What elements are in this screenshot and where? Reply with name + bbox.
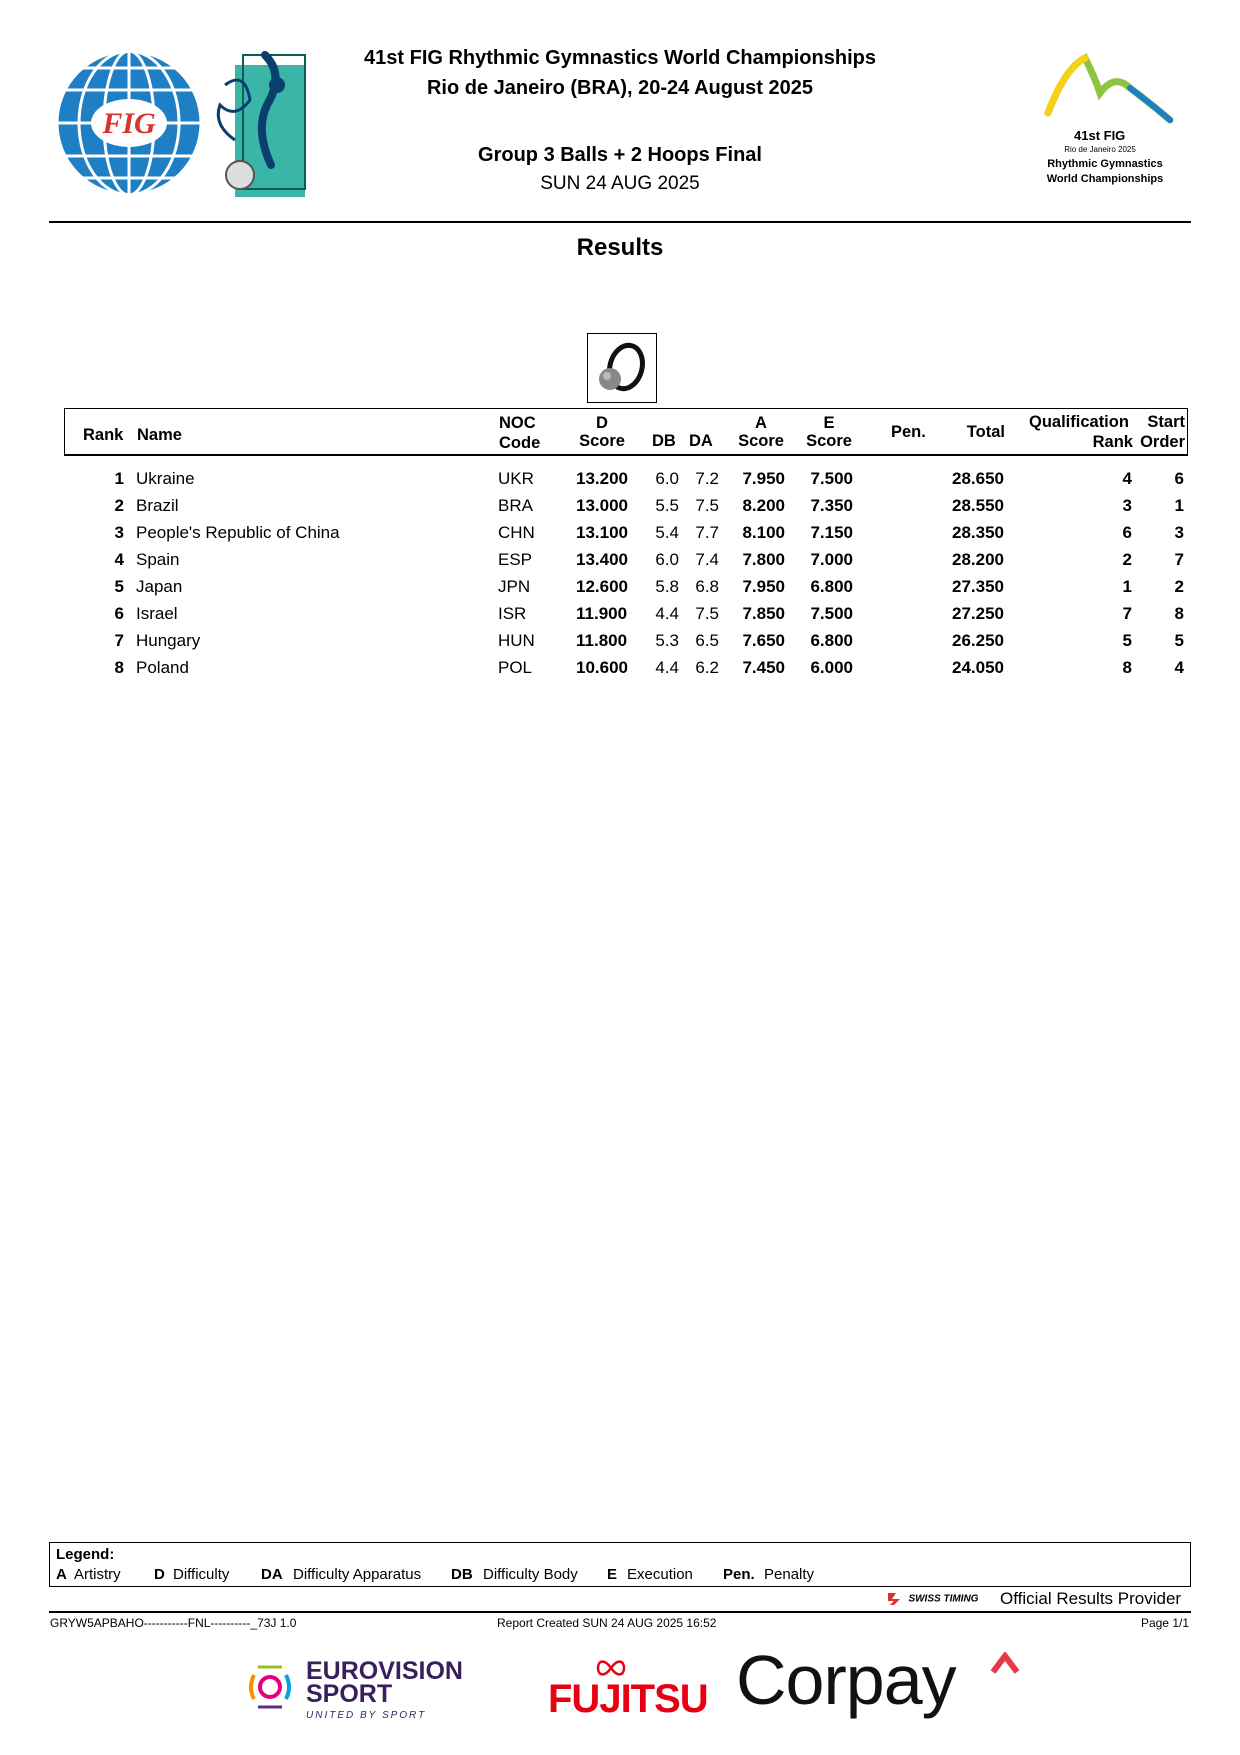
col-e-2: Score [806, 432, 852, 450]
cell-e: 6.000 [810, 658, 853, 677]
cell-da: 6.8 [695, 577, 719, 596]
table-row [64, 465, 1188, 492]
cell-qual: 8 [1122, 658, 1132, 677]
cell-rank: 4 [114, 550, 124, 569]
table-row [64, 600, 1188, 627]
legend-text-d: Difficulty [173, 1566, 230, 1583]
cell-total: 28.550 [952, 496, 1004, 515]
cell-db: 6.0 [655, 550, 679, 569]
cell-da: 7.7 [695, 523, 719, 542]
cell-rank: 7 [114, 631, 124, 650]
cell-db: 6.0 [655, 469, 679, 488]
event-title-line1: 41st FIG Rhythmic Gymnastics World Championships [364, 47, 876, 69]
sponsor-corpay [736, 1640, 1036, 1730]
table-row [64, 627, 1188, 654]
eurovision-line1: EUROVISION [306, 1657, 463, 1685]
section-title: Results [576, 234, 664, 261]
championship-logo-city: Rio de Janeiro 2025 [1064, 145, 1136, 154]
cell-e: 7.350 [810, 496, 853, 515]
legend-abbr-d: D [154, 1566, 165, 1583]
cell-name: Brazil [136, 496, 179, 515]
championship-logo [1040, 48, 1180, 193]
legend-text-pen: Penalty [764, 1566, 815, 1583]
col-name: Name [137, 426, 182, 444]
cell-total: 28.350 [952, 523, 1004, 542]
report-created: Report Created SUN 24 AUG 2025 16:52 [497, 1616, 717, 1630]
cell-d: 13.000 [576, 496, 628, 515]
header-divider [49, 221, 1191, 223]
sponsor-eurovision-sport [240, 1655, 480, 1725]
gymnast-logo [205, 45, 315, 200]
results-provider: Official Results Provider [1000, 1589, 1182, 1608]
results-table-header [64, 408, 1188, 456]
cell-name: People's Republic of China [136, 523, 340, 542]
svg-text:FIG: FIG [102, 107, 156, 140]
col-noc-1: NOC [499, 414, 536, 432]
table-row [64, 573, 1188, 600]
competition-date: SUN 24 AUG 2025 [540, 173, 700, 194]
cell-a: 7.850 [742, 604, 785, 623]
cell-total: 24.050 [952, 658, 1004, 677]
cell-total: 27.250 [952, 604, 1004, 623]
legend-box [49, 1542, 1191, 1587]
cell-qual: 5 [1122, 631, 1132, 650]
cell-da: 7.2 [695, 469, 719, 488]
document-code: GRYW5APBAHO-----------FNL----------_73J 1.0 [50, 1616, 297, 1630]
col-qual-2: Rank [1092, 433, 1133, 451]
cell-rank: 8 [114, 658, 124, 677]
cell-start: 1 [1174, 496, 1184, 515]
competition-name: Group 3 Balls + 2 Hoops Final [478, 144, 762, 166]
cell-start: 8 [1174, 604, 1184, 623]
cell-da: 7.4 [695, 550, 719, 569]
cell-da: 7.5 [695, 604, 719, 623]
cell-d: 13.100 [576, 523, 628, 542]
cell-db: 4.4 [655, 604, 679, 623]
cell-name: Hungary [136, 631, 201, 650]
cell-rank: 5 [114, 577, 124, 596]
cell-start: 2 [1174, 577, 1184, 596]
cell-da: 6.5 [695, 631, 719, 650]
cell-noc: POL [498, 658, 533, 677]
legend-text-e: Execution [627, 1566, 693, 1583]
cell-e: 7.500 [810, 469, 853, 488]
legend-text-da: Difficulty Apparatus [293, 1566, 422, 1583]
cell-db: 5.8 [655, 577, 679, 596]
cell-d: 13.400 [576, 550, 628, 569]
eurovision-line2: SPORT [306, 1680, 393, 1708]
cell-qual: 2 [1122, 550, 1132, 569]
cell-d: 10.600 [576, 658, 628, 677]
table-row [64, 492, 1188, 519]
cell-qual: 7 [1122, 604, 1132, 623]
cell-noc: CHN [498, 523, 535, 542]
legend-text-db: Difficulty Body [483, 1566, 578, 1583]
corpay-wordmark: Corpay [736, 1641, 956, 1719]
col-total: Total [966, 423, 1005, 441]
championship-logo-line4: World Championships [1046, 173, 1164, 185]
legend-abbr-pen: Pen. [723, 1566, 755, 1583]
corpay-caret-icon [990, 1652, 1020, 1674]
cell-db: 5.5 [655, 496, 679, 515]
cell-total: 26.250 [952, 631, 1004, 650]
event-title-line2: Rio de Janeiro (BRA), 20-24 August 2025 [426, 77, 814, 99]
cell-start: 4 [1174, 658, 1184, 677]
legend-abbr-a: A [56, 1566, 67, 1583]
cell-name: Japan [136, 577, 183, 596]
col-rank: Rank [83, 426, 124, 444]
table-row [64, 519, 1188, 546]
legend-abbr-e: E [607, 1566, 618, 1583]
legend-text-a: Artistry [74, 1566, 121, 1583]
cell-noc: BRA [498, 496, 533, 515]
cell-noc: JPN [498, 577, 531, 596]
cell-name: Ukraine [136, 469, 195, 488]
cell-e: 7.000 [810, 550, 853, 569]
sponsor-fujitsu [548, 1655, 708, 1725]
cell-e: 7.500 [810, 604, 853, 623]
cell-qual: 3 [1122, 496, 1132, 515]
cell-d: 13.200 [576, 469, 628, 488]
footer-divider [49, 1611, 1191, 1613]
table-row [64, 546, 1188, 573]
cell-a: 7.650 [742, 631, 785, 650]
fujitsu-wordmark: FUJITSU [548, 1677, 708, 1721]
cell-start: 3 [1174, 523, 1184, 542]
col-pen: Pen. [891, 423, 926, 441]
cell-start: 6 [1174, 469, 1184, 488]
championship-logo-number: 41st FIG [1074, 128, 1126, 143]
col-a-1: A [755, 414, 767, 432]
col-start-1: Start [1147, 413, 1185, 431]
legend-abbr-db: DB [451, 1566, 473, 1583]
cell-noc: ESP [498, 550, 533, 569]
col-noc-2: Code [499, 434, 541, 452]
cell-a: 7.950 [742, 577, 785, 596]
eurovision-icon [240, 1657, 300, 1717]
col-db: DB [652, 432, 676, 450]
cell-a: 8.200 [742, 496, 785, 515]
table-row [64, 654, 1188, 681]
cell-a: 7.450 [742, 658, 785, 677]
col-e-1: E [823, 414, 835, 432]
cell-a: 8.100 [742, 523, 785, 542]
cell-e: 6.800 [810, 577, 853, 596]
legend-abbr-da: DA [261, 1566, 283, 1583]
col-qual-1: Qualification [1029, 413, 1129, 431]
cell-start: 7 [1174, 550, 1184, 569]
cell-name: Spain [136, 550, 180, 569]
cell-a: 7.800 [742, 550, 785, 569]
cell-total: 28.650 [952, 469, 1004, 488]
cell-qual: 6 [1122, 523, 1132, 542]
cell-start: 5 [1174, 631, 1184, 650]
fig-logo [54, 48, 204, 198]
cell-total: 28.200 [952, 550, 1004, 569]
cell-noc: HUN [498, 631, 535, 650]
cell-name: Poland [136, 658, 189, 677]
col-a-2: Score [738, 432, 784, 450]
cell-da: 6.2 [695, 658, 719, 677]
eurovision-tagline: UNITED BY SPORT [306, 1710, 427, 1721]
cell-db: 5.3 [655, 631, 679, 650]
cell-e: 6.800 [810, 631, 853, 650]
cell-qual: 4 [1122, 469, 1132, 488]
cell-name: Israel [136, 604, 178, 623]
col-d-2: Score [579, 432, 625, 450]
cell-da: 7.5 [695, 496, 719, 515]
cell-d: 11.800 [576, 631, 628, 650]
legend-title: Legend: [56, 1546, 115, 1563]
cell-db: 4.4 [655, 658, 679, 677]
page-number: Page 1/1 [1140, 1616, 1189, 1630]
cell-a: 7.950 [742, 469, 785, 488]
cell-d: 11.900 [576, 604, 628, 623]
swiss-timing-brand: SWISS TIMING [908, 1593, 979, 1605]
championship-logo-line3: Rhythmic Gymnastics [1047, 158, 1163, 170]
swiss-timing-logo [886, 1590, 978, 1608]
cell-e: 7.150 [810, 523, 853, 542]
cell-db: 5.4 [655, 523, 679, 542]
cell-rank: 3 [114, 523, 124, 542]
cell-qual: 1 [1122, 577, 1132, 596]
cell-rank: 1 [114, 469, 124, 488]
cell-noc: UKR [498, 469, 534, 488]
cell-rank: 6 [114, 604, 124, 623]
col-da: DA [689, 432, 713, 450]
col-start-2: Order [1140, 433, 1185, 451]
cell-total: 27.350 [952, 577, 1004, 596]
cell-rank: 2 [114, 496, 124, 515]
ball-and-hoop-icon [587, 333, 657, 403]
cell-d: 12.600 [576, 577, 628, 596]
cell-noc: ISR [498, 604, 527, 623]
col-d-1: D [596, 414, 608, 432]
